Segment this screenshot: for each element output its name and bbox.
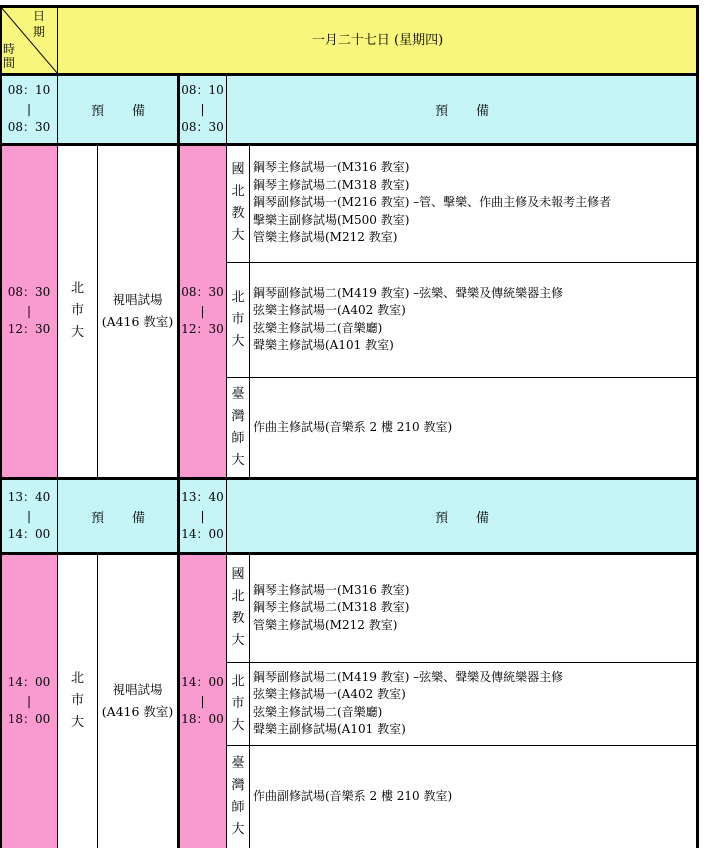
afternoon-school-left <box>58 554 97 848</box>
school-char: 北 <box>231 289 245 305</box>
room-line: 鋼琴主修試場一(M316 教室) <box>253 582 410 597</box>
col-line-time-right <box>226 74 227 848</box>
divider-a2 <box>227 745 697 746</box>
prep-label-b: 備 <box>132 103 146 119</box>
divider-a1 <box>227 662 697 663</box>
header-time-label: 時間 <box>3 42 16 70</box>
afternoon-venue-left <box>97 554 178 848</box>
room-line: 鋼琴副修試場一(M216 教室) –管、擊樂、作曲主修及未報考主修者 <box>253 195 612 210</box>
morning-prep-time-left <box>0 74 58 144</box>
school-char: 北 <box>70 281 84 296</box>
border-morning-top <box>0 143 699 146</box>
morning-school-left <box>58 144 97 478</box>
prep-label-a: 預 <box>90 103 104 119</box>
border-left <box>0 5 2 848</box>
school-char: 國 <box>231 162 245 177</box>
room-line: 弦樂主修試場一(A402 教室) <box>253 687 406 701</box>
time-start: 08：30 <box>7 285 51 300</box>
morning-time-right <box>178 144 227 478</box>
border-right <box>696 5 699 848</box>
morning-prep-left <box>58 74 178 144</box>
time-separator: | <box>200 303 205 318</box>
afternoon-block2-rooms <box>249 662 697 745</box>
room-line: 作曲主修試場(音樂系 2 樓 210 教室) <box>253 419 453 434</box>
venue-name: 視唱試場 <box>112 292 163 307</box>
school-char: 國 <box>231 567 245 582</box>
room-line: 擊樂主副修試場(M500 教室) <box>253 212 410 227</box>
time-end: 14：00 <box>7 527 51 542</box>
school-char: 市 <box>70 303 84 318</box>
afternoon-block1-school <box>227 554 249 662</box>
school-char: 大 <box>231 333 245 349</box>
room-line: 管樂主修試場(M212 教室) <box>253 617 398 632</box>
room-line: 管樂主修試場(M212 教室) <box>253 230 398 245</box>
morning-block2-rooms <box>249 262 697 377</box>
school-char: 北 <box>231 673 245 689</box>
school-char: 市 <box>70 693 84 708</box>
room-line: 弦樂主修試場二(音樂廳) <box>253 320 383 335</box>
prep-label-b: 備 <box>132 510 146 526</box>
time-end: 18：00 <box>181 712 224 727</box>
room-line: 鋼琴主修試場二(M318 教室) <box>253 600 410 615</box>
room-line: 弦樂主修試場一(A402 教室) <box>253 303 406 317</box>
school-char: 市 <box>231 311 245 327</box>
prep-label-a: 預 <box>434 103 448 119</box>
time-end: 14：00 <box>181 527 224 542</box>
room-line: 聲樂主副修試場(A101 教室) <box>253 722 406 736</box>
col-line-school-left-pm <box>97 554 98 848</box>
morning-block1-school <box>227 144 249 262</box>
col-line-mid-thick <box>177 74 180 848</box>
header-date-label: 日期 <box>33 9 46 39</box>
room-line: 聲樂主修試場(A101 教室) <box>253 338 394 352</box>
afternoon-prep-time-right <box>178 478 227 554</box>
time-separator: | <box>26 303 32 318</box>
school-char: 大 <box>231 228 245 243</box>
school-char: 大 <box>70 715 84 730</box>
school-char: 市 <box>231 695 245 711</box>
time-end: 12：30 <box>181 322 224 337</box>
morning-prep-right <box>227 74 697 144</box>
time-end: 18：00 <box>7 712 51 727</box>
time-separator: | <box>200 101 205 116</box>
morning-venue-left <box>97 144 178 478</box>
room-line: 鋼琴副修試場二(M419 教室) –弦樂、聲樂及傳統樂器主修 <box>253 669 564 684</box>
time-separator: | <box>200 693 205 708</box>
time-start: 08：10 <box>181 83 224 98</box>
room-line: 作曲副修試場(音樂系 2 樓 210 教室) <box>253 788 453 803</box>
afternoon-prep-time-left <box>0 478 58 554</box>
school-char: 教 <box>231 206 245 221</box>
header-date: 一月二十七日 (星期四) <box>311 32 444 48</box>
time-separator: | <box>26 693 32 708</box>
col-line-school-right-pm <box>249 554 250 848</box>
header-corner-cell <box>0 6 58 74</box>
morning-block3-rooms <box>249 377 697 478</box>
time-end: 08：30 <box>7 120 51 135</box>
morning-time-left <box>0 144 58 478</box>
morning-block2-school <box>227 262 249 377</box>
school-char: 大 <box>231 717 245 733</box>
time-start: 08：10 <box>7 83 51 98</box>
prep-label-b: 備 <box>476 510 490 526</box>
time-start: 14：00 <box>181 675 224 690</box>
time-start: 08：30 <box>181 285 224 300</box>
school-char: 臺 <box>231 386 245 402</box>
school-char: 大 <box>70 325 84 340</box>
border-afternoon-top <box>0 552 699 555</box>
venue-room: (A416 教室) <box>101 314 174 329</box>
time-end: 12：30 <box>7 322 51 337</box>
morning-prep-time-right <box>178 74 227 144</box>
school-char: 臺 <box>231 755 245 771</box>
afternoon-block3-rooms <box>249 745 697 848</box>
morning-block1-rooms <box>249 144 697 262</box>
col-line-school-left <box>97 144 98 478</box>
border-header-bottom <box>0 73 699 76</box>
school-char: 大 <box>231 633 245 648</box>
time-start: 13：40 <box>7 490 51 505</box>
col-line-time <box>57 6 58 848</box>
divider-m1 <box>227 262 697 263</box>
prep-label-a: 預 <box>90 510 104 526</box>
school-char: 師 <box>231 430 245 446</box>
time-separator: | <box>26 101 32 116</box>
school-char: 北 <box>231 589 245 604</box>
time-separator: | <box>200 508 205 523</box>
afternoon-block3-school <box>227 745 249 848</box>
school-char: 灣 <box>231 408 245 424</box>
room-line: 鋼琴主修試場一(M316 教室) <box>253 160 410 175</box>
school-char: 北 <box>70 671 84 686</box>
morning-block3-school <box>227 377 249 478</box>
room-line: 鋼琴副修試場二(M419 教室) –弦樂、聲樂及傳統樂器主修 <box>253 285 564 300</box>
prep-label-b: 備 <box>476 103 490 119</box>
header-date-cell <box>58 6 697 74</box>
divider-m2 <box>227 377 697 378</box>
border-afternoon-prep-top <box>0 477 699 480</box>
time-separator: | <box>26 508 32 523</box>
room-line: 弦樂主修試場二(音樂廳) <box>253 704 383 719</box>
afternoon-time-right <box>178 554 227 848</box>
venue-name: 視唱試場 <box>112 682 163 697</box>
col-line-school-right-am <box>249 144 250 478</box>
afternoon-block2-school <box>227 662 249 745</box>
afternoon-block1-rooms <box>249 554 697 662</box>
school-char: 灣 <box>231 777 245 793</box>
time-end: 08：30 <box>181 120 224 135</box>
school-char: 大 <box>231 452 245 468</box>
afternoon-prep-right <box>227 478 697 554</box>
afternoon-prep-left <box>58 478 178 554</box>
border-top <box>0 5 699 8</box>
school-char: 教 <box>231 611 245 626</box>
venue-room: (A416 教室) <box>101 704 174 719</box>
time-start: 13：40 <box>181 490 224 505</box>
room-line: 鋼琴主修試場二(M318 教室) <box>253 177 410 192</box>
school-char: 北 <box>231 184 245 199</box>
school-char: 大 <box>231 821 245 837</box>
time-start: 14：00 <box>7 675 51 690</box>
prep-label-a: 預 <box>434 510 448 526</box>
afternoon-time-left <box>0 554 58 848</box>
school-char: 師 <box>231 799 245 815</box>
